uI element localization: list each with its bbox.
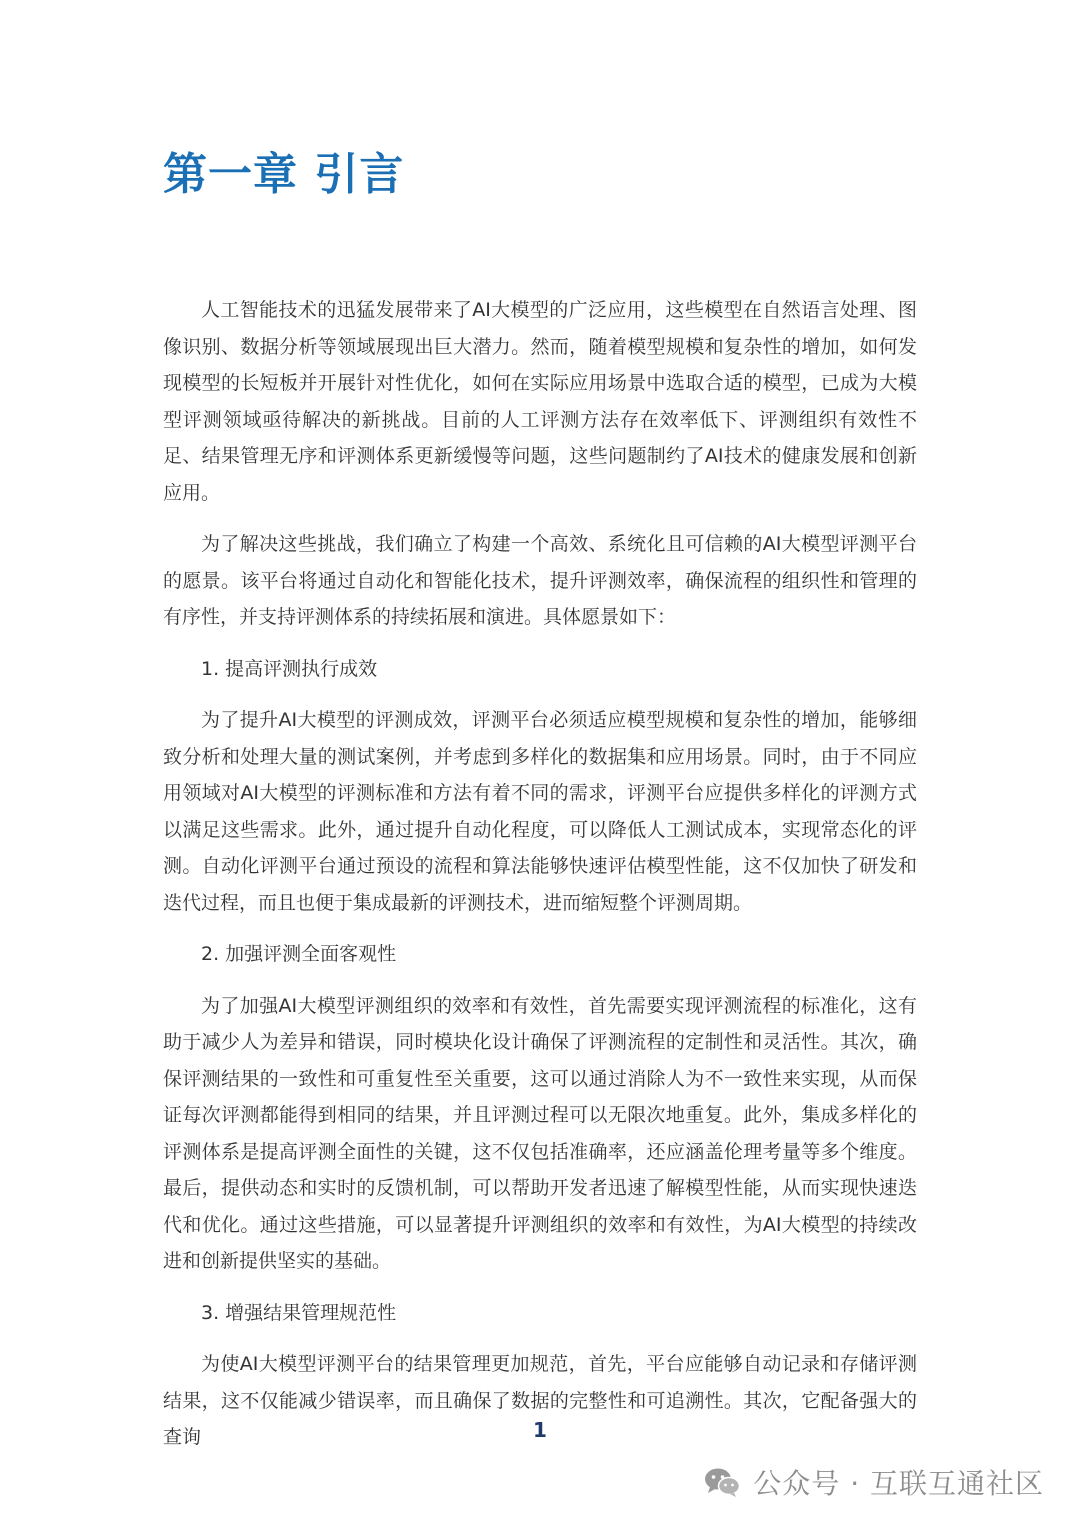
watermark xyxy=(703,1462,1044,1502)
section-paragraph: 为使AI大模型评测平台的结果管理更加规范，首先，平台应能够自动记录和存储评测结果，这不仅能减少错误率，而且确保了数据的完整性和可追溯性。其次，它配备强大的查询 xyxy=(163,1353,917,1448)
section-heading: 1. 提高评测执行成效 xyxy=(201,657,378,680)
intro-paragraph: 为了解决这些挑战，我们确立了构建一个高效、系统化且可信赖的AI大模型评测平台的愿景。该平台将通过自动化和智能化技术，提升评测效率，确保流程的组织性和管理的有序性，并支持评测体系的持续拓展和演进。具体愿景如下： xyxy=(163,533,917,628)
page-number: 1 xyxy=(533,1418,547,1442)
section-heading: 2. 加强评测全面客观性 xyxy=(201,943,397,965)
watermark-text: 公众号 · 互联互通社区 xyxy=(753,1467,1044,1500)
intro-paragraph: 人工智能技术的迅猛发展带来了AI大模型的广泛应用，这些模型在自然语言处理、图像识别、数据分析等领域展现出巨大潜力。然而，随着模型规模和复杂性的增加，如何发现模型的长短板并开展针对性优化，如何在实际应用场景中选取合适的模型，已成为大模型评测领域亟待解决的新挑战。目前的人工评测方法存在效率低下、评测组织有效性不足、结果管理无序和评测体系更新缓慢等问题，这些问题制约了AI技术的健康发展和创新应用。 xyxy=(163,299,917,504)
section-paragraph: 为了加强AI大模型评测组织的效率和有效性，首先需要实现评测流程的标准化，这有助于减少人为差异和错误，同时模块化设计确保了评测流程的定制性和灵活性。其次，确保评测结果的一致性和可重复性至关重要，这可以通过消除人为不一致性来实现，从而保证每次评测都能得到相同的结果，并且评测过程可以无限次地重复。此外，集成多样化的评测体系是提高评测全面性的关键，这不仅包括准确率，还应涵盖伦理考量等多个维度。最后，提供动态和实时的反馈机制，可以帮助开发者迅速了解模型性能，从而实现快速迭代和优化。通过这些措施，可以显著提升评测组织的效率和有效性，为AI大模型的持续改进和创新提供坚实的基础。 xyxy=(163,994,917,1272)
wechat-icon xyxy=(703,1466,741,1498)
chapter-title: 第一章 引言 xyxy=(163,149,405,200)
document-body xyxy=(163,292,917,1471)
section-paragraph: 为了提升AI大模型的评测成效，评测平台必须适应模型规模和复杂性的增加，能够细致分析和处理大量的测试案例，并考虑到多样化的数据集和应用场景。同时，由于不同应用领域对AI大模型的评测标准和方法有着不同的需求，评测平台应提供多样化的评测方式以满足这些需求。此外，通过提升自动化程度，可以降低人工测试成本，实现常态化的评测。自动化评测平台通过预设的流程和算法能够快速评估模型性能，这不仅加快了研发和迭代过程，而且也便于集成最新的评测技术，进而缩短整个评测周期。 xyxy=(163,709,917,914)
section-heading: 3. 增强结果管理规范性 xyxy=(201,1301,397,1324)
